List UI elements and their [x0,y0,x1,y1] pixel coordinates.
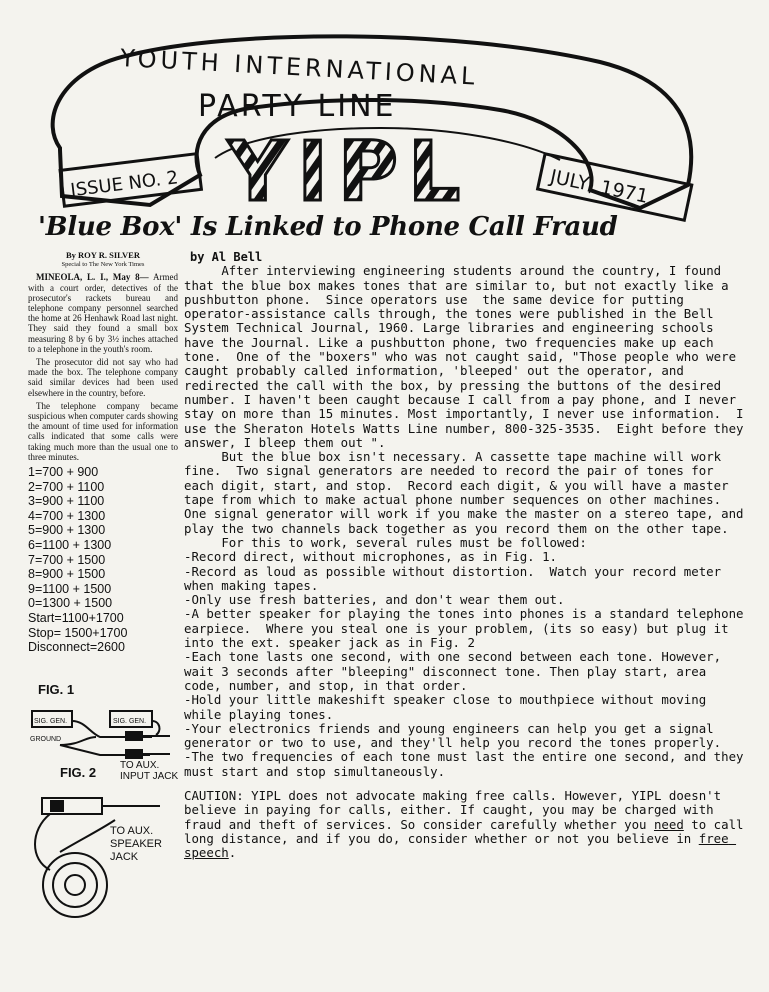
freq-row: Stop= 1500+1700 [28,625,128,640]
clipping-byline: By ROY R. SILVER [65,250,140,260]
figure-1-label: FIG. 1 [38,682,75,697]
rule-item: -The two frequencies of each tone must last the entire one second, and they must start and stop simultaneously. [184,749,751,779]
rule-item: -Record direct, without microphones, as in Fig. 1. [184,549,557,565]
figure-2-label: FIG. 2 [60,765,97,780]
clipping-dateline: MINEOLA, L. I., May 8— [36,272,149,283]
article-paragraph-3: For this to work, several rules must be followed: [184,534,587,550]
yipl-logo: YIPL [228,125,471,220]
article-paragraph-2: But the blue box isn't necessary. A cassette tape machine will work fine. Two signal generators are needed to record the pair of tones for each digit, start, and stop. Record each digit, & you will have a master tape from which to make actual phone number sequences on other machines. One signal generator will work if you make the master on a stereo tape, and play the two channels back together as you record them on the other tape. [184,449,751,536]
rule-item: -Record as loud as possible without distortion. Watch your record meter when making tapes. [184,563,729,593]
caution-end: . [228,845,237,861]
caution-text-b: to call long distance, and if you do, consider whether or not you believe in [184,816,751,846]
figure-2 [20,765,180,924]
figure-2-aux-label: TO AUX. SPEAKER JACK [110,825,162,863]
news-clipping [28,250,178,655]
caution-free-speech: free speech [184,830,737,861]
issue-number: ISSUE NO. 2 [69,167,180,202]
freq-row: 7=700 + 1500 [28,552,106,567]
freq-row: 6=1100 + 1300 [28,538,112,553]
freq-row: 8=900 + 1500 [28,567,106,582]
article-paragraph-1: After interviewing engineering students around the country, I found that the blue box makes tones that are similar to, but not exactly like a pushbutton phone. Since operators use the same device for putting operator-assistance calls through, the tones were published in the Bell System Technical Journal, 1960. Large libraries and engineering schools have the Journal. Like a pushbutton phone, two frequencies make up each tone. One of the "boxers" who was not caught said, "Those people who were caught probably called information, 'bleeped' out the operator, and redirected the call with the box, by pressing the buttons of the desired number. I haven't been caught because I call from a pay phone, and I never stay on more than 15 minutes. Most importantly, I never use information. I use the Sheraton Hotels Watts Line number, 800-325-3535. Eight before they answer, I bleep them out ". [184,263,751,450]
freq-row: 4=700 + 1300 [28,508,106,523]
article-byline: by Al Bell [190,250,263,264]
article [184,250,751,861]
freq-row: Disconnect=2600 [28,640,125,655]
figure-1-ground: GROUND [30,736,62,743]
freq-row: 1=700 + 900 [28,465,99,480]
caution-paragraph [184,787,751,861]
freq-row: 0=1300 + 1500 [28,596,113,611]
rule-item: -A better speaker for playing the tones into phones is a standard telephone earpiece. Where you steal one is your problem, (its so easy) but plug it into the ext. speaker jack as in Fig. 2 [184,606,751,651]
masthead-line2: PARTY LINE [198,89,397,124]
clipping-paragraph-1: Armed with a court order, detectives of the prosecutor's rackets bureau and telephone company personnel searched the home at 26 Henhawk Road last night. They said they found a small box measuring 8 by 6 by 3½ inches attached to a telephone in the youth's room. [28,272,178,354]
clipping-source: Special to The New York Times [61,261,145,269]
caution-need: need [653,816,684,832]
figure-1-aux-label: TO AUX. INPUT JACK [120,760,179,782]
freq-row: 5=900 + 1300 [28,523,106,538]
rule-item: -Only use fresh batteries, and don't wear them out. [184,592,565,608]
headline: 'Blue Box' Is Linked to Phone Call Fraud [38,212,618,242]
caution-text-a: CAUTION: YIPL does not advocate making free calls. However, YIPL doesn't believe in paying for calls, either. If caught, you may be charged with fraud and theft of services. So consider carefully whether you [184,787,729,832]
rule-item: -Each tone lasts one second, with one second between each tone. However, wait 3 seconds after "bleeping" disconnect tone. Then play start, area code, number, and stop, in that order. [184,649,729,693]
clipping-paragraph-2: The prosecutor did not say who had made the box. The telephone company said similar devices had been used elsewhere in the country, before. [28,357,178,398]
tone-frequency-table [28,465,178,655]
freq-row: 9=1100 + 1500 [28,581,112,596]
masthead-line1: YOUTH INTERNATIONAL [119,43,480,91]
freq-row: 2=700 + 1100 [28,479,105,494]
issue-date: JULY, 1971 [548,165,651,208]
freq-row: Start=1100+1700 [28,611,124,625]
clipping-paragraph-3: The telephone company became suspicious when computer cards showing the amount of time used for information calls indicated that some calls were taking much more than the usual one to three minutes. [28,400,178,462]
freq-row: 3=900 + 1100 [28,494,105,509]
rule-item: -Hold your little makeshift speaker close to mouthpiece without moving while playing tones. [184,692,714,722]
masthead [0,0,769,230]
rule-item: -Your electronics friends and young engineers can help you get a signal generator or two to use, and they'll help you record the tones properly. [184,720,722,751]
figure-1-gen1: SIG. GEN. [34,718,68,725]
figure-1-gen2: SIG. GEN. [113,718,147,725]
